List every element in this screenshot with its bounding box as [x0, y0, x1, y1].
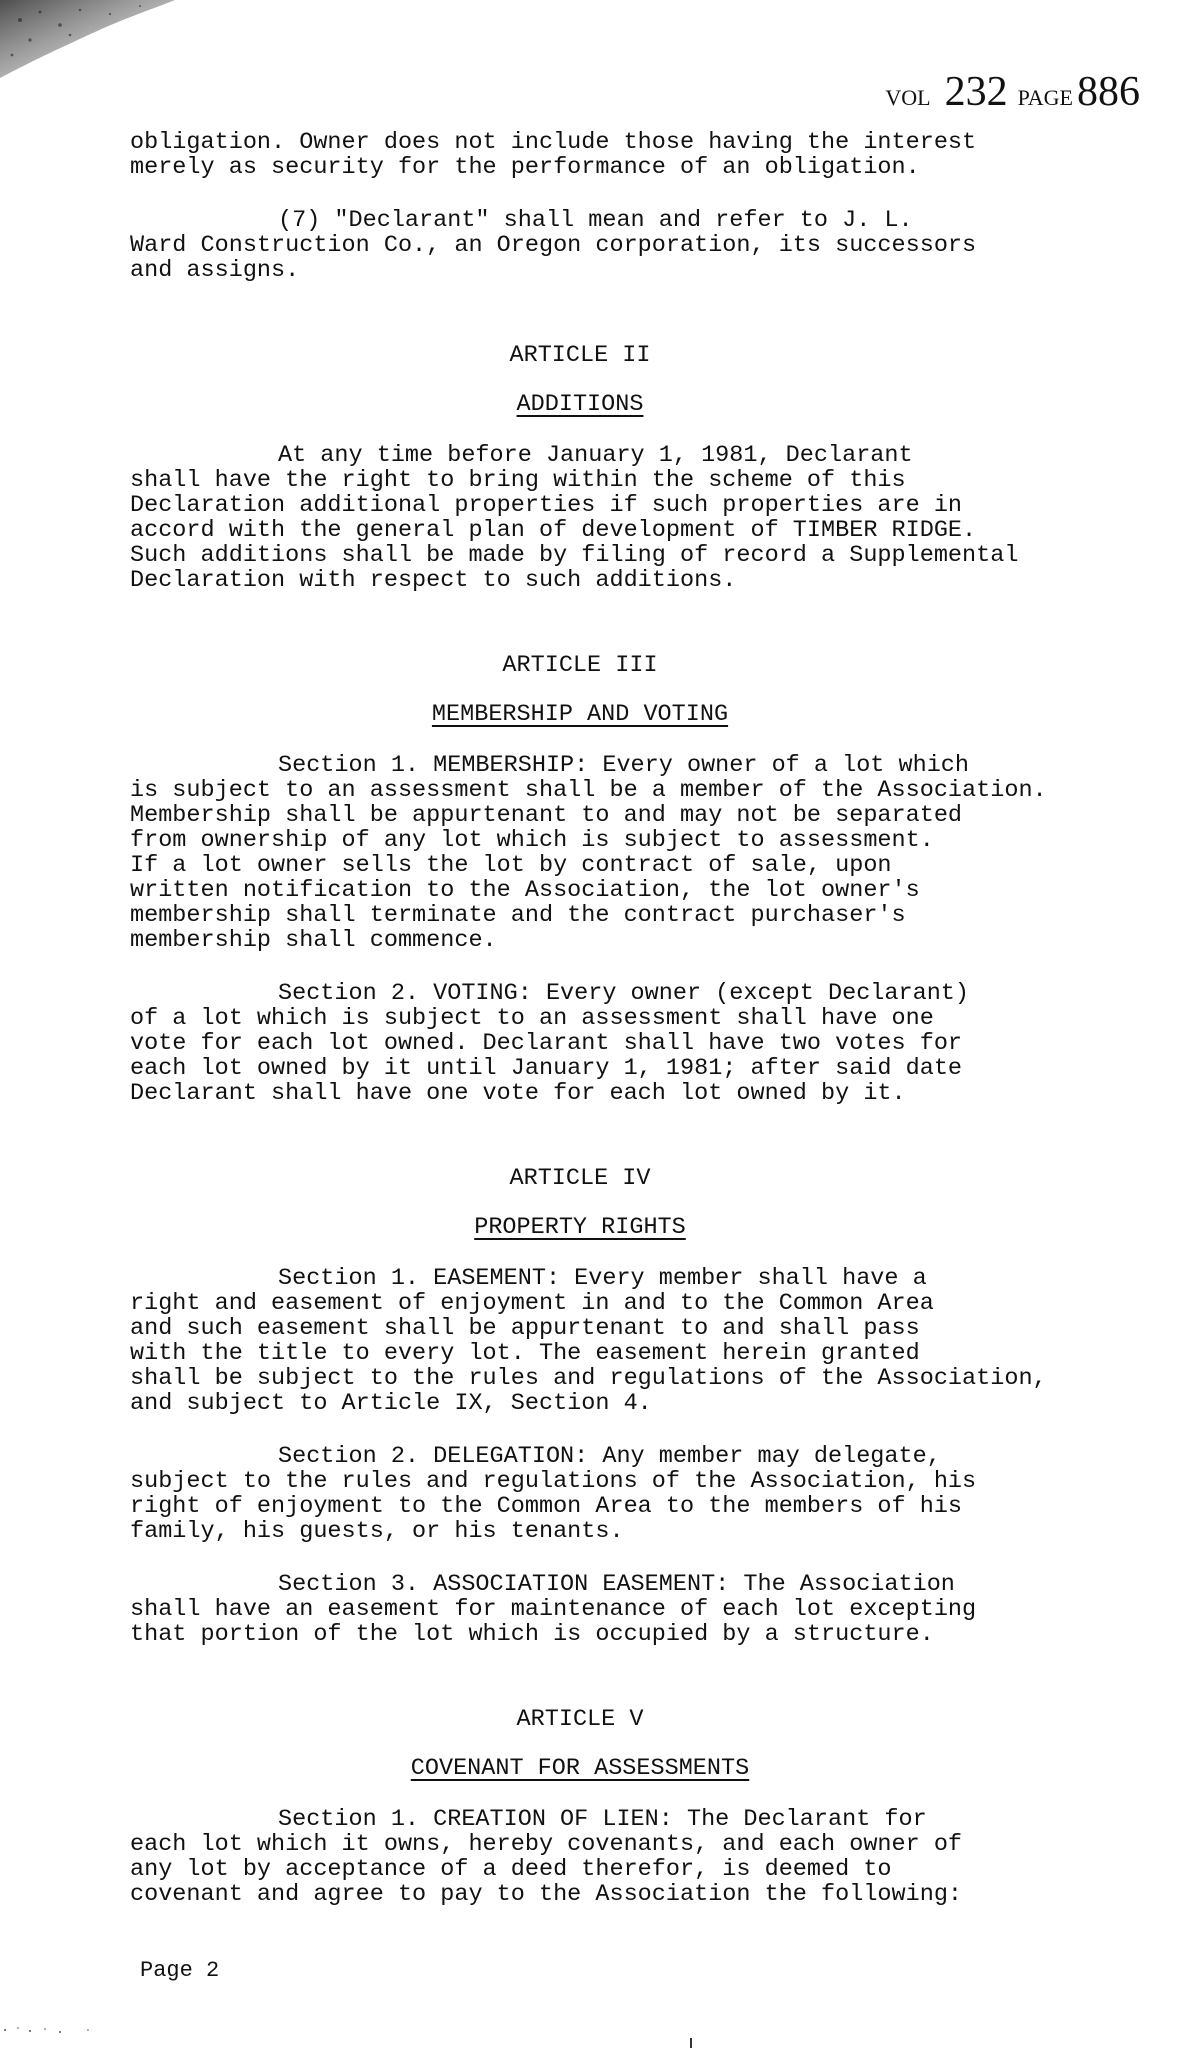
scan-mark — [690, 2038, 692, 2048]
body-paragraph: Section 1. MEMBERSHIP: Every owner of a lot which is subject to an assessment shall be a member of the Association. Membership shall be appurtenant to and may not be separated from ownership of any lot which is subject to assessment. If a lot owner sells the lot by contract of sale, upon written notification to the Association, the lot owner's membership shall terminate and the contract purchaser's membership shall commence. — [130, 752, 1047, 954]
scan-smudge-graphic — [0, 0, 190, 80]
body-paragraph: Section 3. ASSOCIATION EASEMENT: The Association shall have an easement for maintenance of each lot excepting that portion of the lot which is occupied by a structure. — [130, 1571, 977, 1648]
body-paragraph: Section 1. CREATION OF LIEN: The Declarant for each lot which it owns, hereby covenants, and each owner of any lot by acceptance of a deed therefor, is deemed to covenant and agree to pay to the Association the following: — [130, 1806, 963, 1908]
body-paragraph: At any time before January 1, 1981, Declarant shall have the right to bring within the scheme of this Declaration additional properties if such properties are in accord with the general plan of development of TIMBER RIDGE. Such additions shall be made by filing of record a Supplemental Declaration with respect to such additions. — [130, 442, 1019, 594]
scan-noise-graphic — [0, 2020, 120, 2040]
page-footer: Page 2 — [140, 1958, 220, 1983]
body-paragraph: (7) "Declarant" shall mean and refer to J. L. Ward Construction Co., an Oregon corporation, its successors and assigns. — [130, 207, 977, 284]
vol-label: VOL — [885, 85, 931, 110]
article-title: COVENANT FOR ASSESSMENTS — [410, 1755, 750, 1782]
article-heading: ARTICLE III — [502, 652, 658, 679]
body-paragraph: Section 2. VOTING: Every owner (except Declarant) of a lot which is subject to an assessment shall have one vote for each lot owned. Declarant shall have two votes for each lot owned by it until January 1, 1981; after said date Declarant shall have one vote for each lot owned by it. — [130, 980, 970, 1107]
article-title: PROPERTY RIGHTS — [474, 1214, 686, 1241]
body-paragraph: Section 1. EASEMENT: Every member shall have a right and easement of enjoyment in and to the Common Area and such easement shall be appurtenant to and shall pass with the title to every lot. The easement herein granted shall be subject to the rules and regulations of the Association, and subject to Article IX, Section 4. — [130, 1265, 1047, 1417]
page-label: PAGE — [1017, 85, 1073, 110]
article-title: ADDITIONS — [516, 391, 644, 418]
article-heading: ARTICLE V — [516, 1706, 644, 1733]
article-title: MEMBERSHIP AND VOTING — [431, 701, 729, 728]
article-heading: ARTICLE II — [509, 342, 651, 369]
document-body — [130, 130, 1120, 1935]
article-heading: ARTICLE IV — [509, 1165, 651, 1192]
page-number: 886 — [1077, 69, 1140, 115]
body-paragraph: Section 2. DELEGATION: Any member may delegate, subject to the rules and regulations of the Association, his right of enjoyment to the Common Area to the members of his family, his guests, or his tenants. — [130, 1443, 977, 1545]
vol-number: 232 — [944, 69, 1008, 115]
body-paragraph: obligation. Owner does not include those having the interest merely as security for the performance of an obligation. — [130, 129, 977, 181]
volume-page-stamp — [885, 68, 1140, 116]
